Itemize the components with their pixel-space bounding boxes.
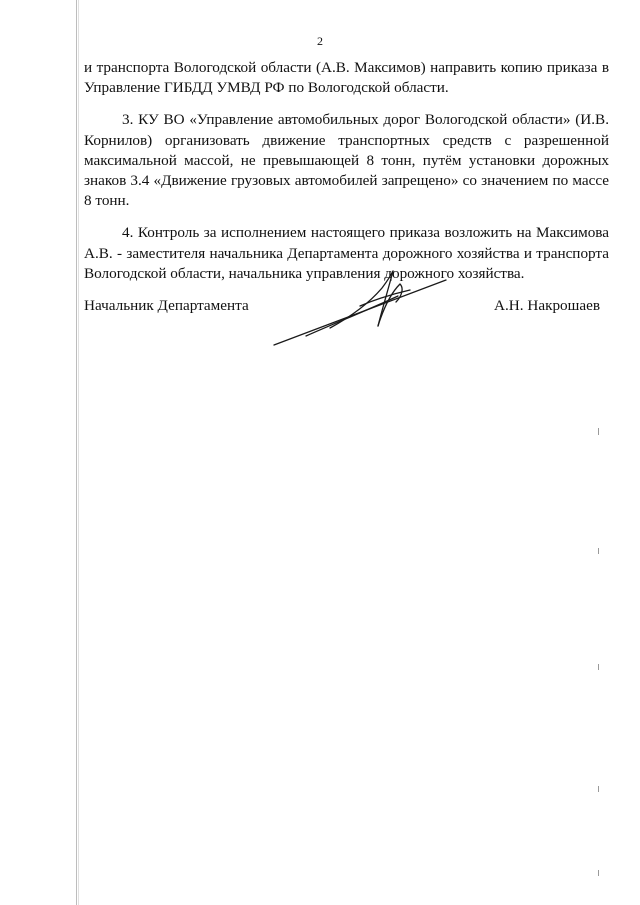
- scan-mark: [598, 664, 599, 670]
- scan-mark: [598, 786, 599, 792]
- scan-mark: [598, 870, 599, 876]
- paragraph-item-4: 4. Контроль за исполнением настоящего приказа возложить на Максимова А.В. - заместителя начальника Департамента дорожного хозяйства и транспорта Вологодской области, начальника управления дорожного хозяйства.: [84, 224, 609, 282]
- scan-margin-line: [76, 0, 77, 905]
- signatory-title: Начальник Департамента: [84, 297, 249, 314]
- paragraph-continuation: и транспорта Вологодской области (А.В. Максимов) направить копию приказа в Управление ГИБДД УМВД РФ по Вологодской области.: [84, 59, 609, 97]
- paragraph-item-3: 3. КУ ВО «Управление автомобильных дорог Вологодской области» (И.В. Корнилов) организовать движение транспортных средств с разрешенной максимальной массой, не превышающей 8 тонн, путём установки дорожных знаков 3.4 «Движение грузовых автомобилей запрещено» со значением по массе 8 тонн.: [84, 111, 609, 210]
- scan-mark: [598, 428, 599, 435]
- document-body: [84, 58, 609, 284]
- page-number: 2: [317, 34, 323, 48]
- scan-margin-line-faint: [78, 0, 79, 905]
- handwritten-signature: [270, 266, 450, 352]
- scan-mark: [598, 548, 599, 554]
- signatory-name: А.Н. Накрошаев: [494, 297, 600, 314]
